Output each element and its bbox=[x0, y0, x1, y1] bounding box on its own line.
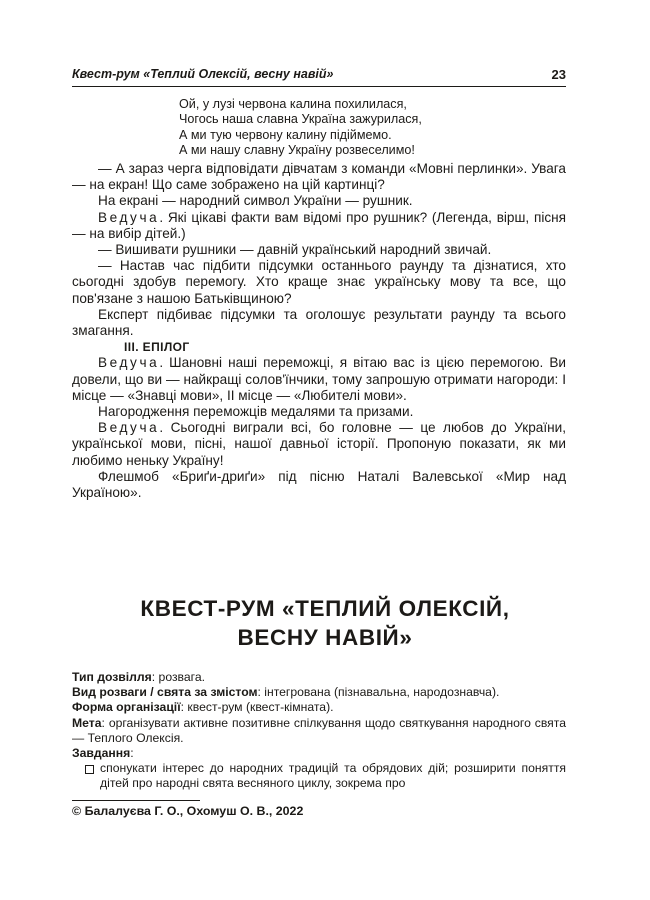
poem-line: Ой, у лузі червона калина похилилася, bbox=[179, 97, 407, 111]
paragraph: Флешмоб «Бриґи-дриґи» під пісню Наталі Валевської «Мир над Україною». bbox=[72, 468, 566, 501]
paragraph: — Вишивати рушники — давній український народний звичай. bbox=[98, 242, 492, 258]
running-header-title: Квест-рум «Теплий Олексій, весну навій» bbox=[72, 67, 334, 81]
poem-line: А ми нашу славну Україну розвеселимо! bbox=[179, 143, 415, 158]
info-line: Тип дозвілля: розвага. bbox=[72, 670, 206, 684]
body-text bbox=[72, 161, 566, 501]
info-line: Мета: організувати активне позитивне спілкування щодо святкування народного свята — Теплого Олексія. bbox=[72, 715, 566, 745]
page-number: 23 bbox=[551, 67, 566, 82]
task-item: спонукати інтерес до народних традицій та обрядових дій; розширити поняття дітей про народні свята весняного циклу, зокрема про bbox=[72, 761, 566, 791]
info-block bbox=[72, 670, 566, 792]
speaker-name: Ведуча bbox=[98, 209, 160, 225]
square-bullet-icon bbox=[85, 765, 94, 774]
footer-rule bbox=[72, 800, 200, 801]
info-line: Форма організації: квест-рум (квест-кімната). bbox=[72, 700, 334, 715]
running-header bbox=[72, 67, 566, 87]
paragraph: — Настав час підбити підсумки останнього раунду та дізнатися, хто сьогодні здобув перемогу. Хто краще знає українську мову та все, що пов'язане з нашою Батьківщиною? bbox=[72, 258, 566, 306]
speaker-name: Ведуча bbox=[98, 420, 160, 436]
section-heading: III. ЕПІЛОГ bbox=[124, 340, 190, 355]
paragraph: Нагородження переможців медалями та призами. bbox=[98, 404, 414, 420]
info-line: Завдання: bbox=[72, 746, 134, 761]
paragraph: Ведуча. Сьогодні виграли всі, бо головне — це любов до України, української мови, пісні, нашої давньої історії. Пропоную показати, як ми любимо неньку Україну! bbox=[72, 420, 566, 468]
copyright: © Балалуєва Г. О., Охомуш О. В., 2022 bbox=[72, 804, 304, 818]
paragraph: Ведуча. Які цікаві факти вам відомі про рушник? (Легенда, вірш, пісня — на вибір дітей.) bbox=[72, 209, 566, 241]
chapter-title bbox=[0, 594, 650, 652]
poem bbox=[179, 97, 422, 159]
poem-line: Чогось наша славна Україна зажурилася, bbox=[179, 112, 422, 127]
chapter-title-line: КВЕСТ-РУМ «ТЕПЛИЙ ОЛЕКСІЙ, bbox=[140, 596, 510, 621]
chapter-title-line: ВЕСНУ НАВІЙ» bbox=[237, 625, 413, 650]
poem-line: А ми тую червону калину підіймемо. bbox=[179, 127, 392, 142]
paragraph: — А зараз черга відповідати дівчатам з команди «Мовні перлинки». Увага — на екран! Що саме зображено на цій картинці? bbox=[72, 161, 566, 193]
header-rule bbox=[72, 86, 566, 87]
speaker-name: Ведуча bbox=[98, 355, 160, 371]
paragraph: Експерт підбиває підсумки та оголошує результати раунду та всього змагання. bbox=[72, 306, 566, 339]
info-line: Вид розваги / свята за змістом: інтегрована (пізнавальна, народознавча). bbox=[72, 685, 500, 700]
paragraph: Ведуча. Шановні наші переможці, я вітаю вас із цією перемогою. Ви довели, що ви — найкращі солов'їнчики, тому запрошую отримати нагороди: І місце — «Знавці мови», ІІ місце — «Любителі мови». bbox=[72, 355, 566, 403]
paragraph: На екрані — народний символ України — рушник. bbox=[98, 193, 413, 209]
